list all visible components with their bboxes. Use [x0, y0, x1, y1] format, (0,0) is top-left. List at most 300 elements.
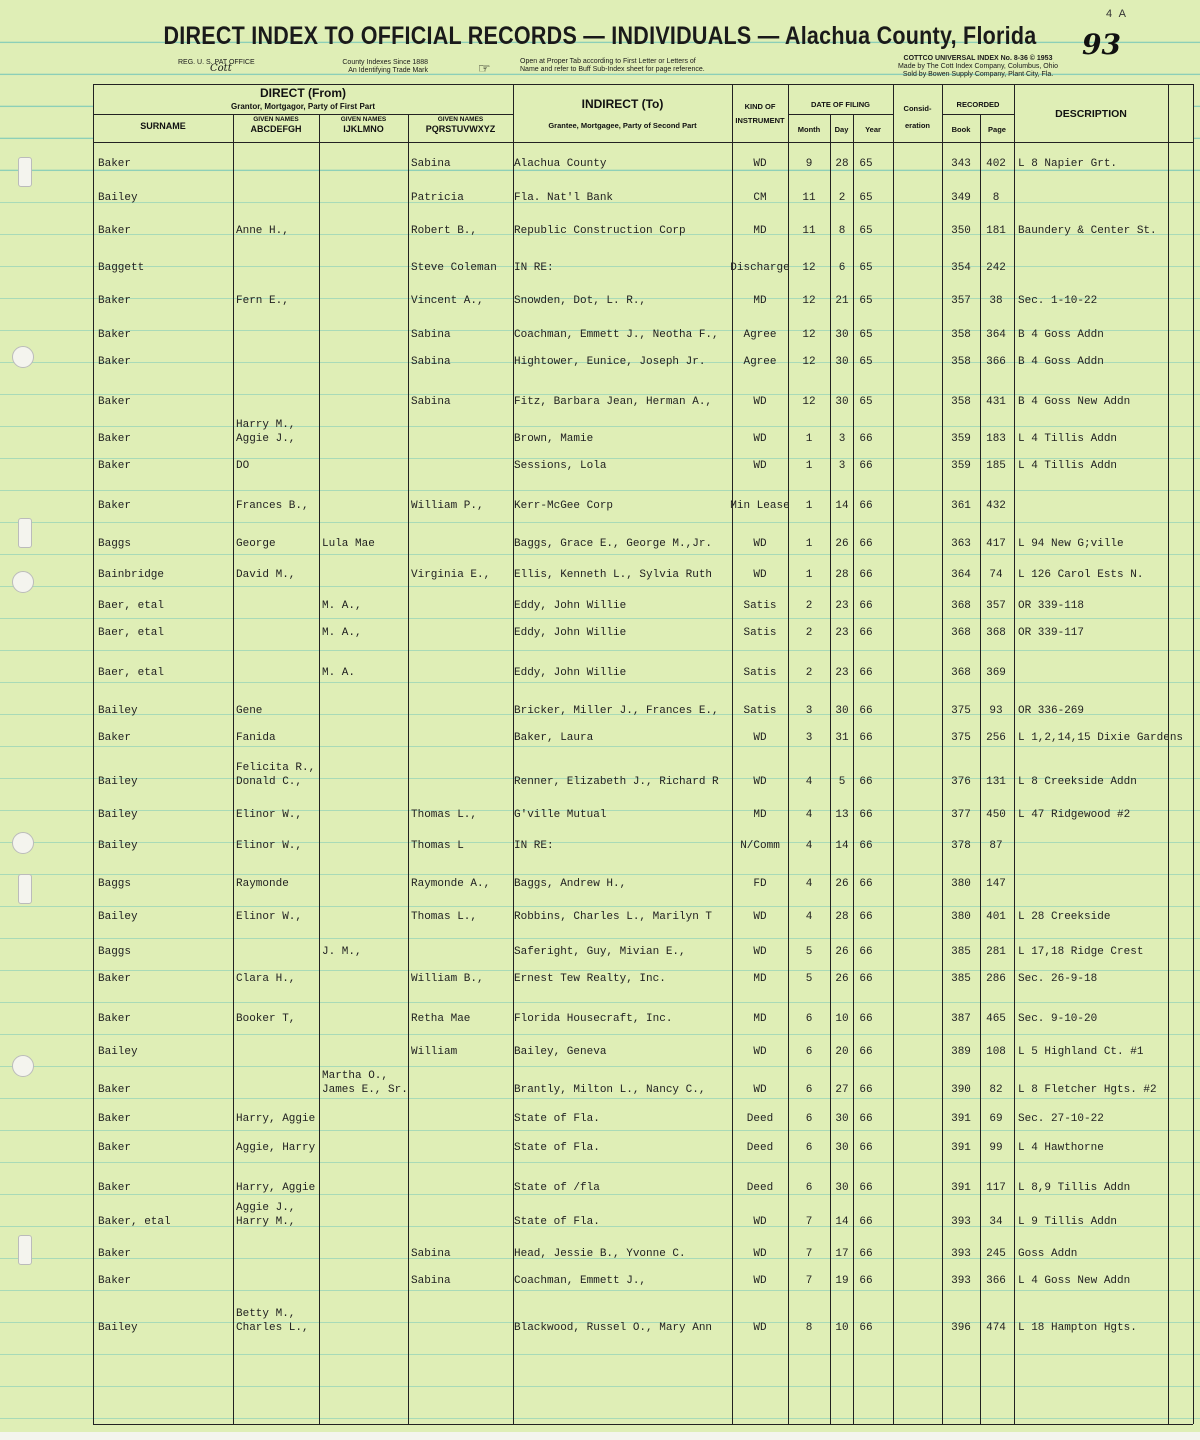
- day-cell: 27: [835, 1084, 849, 1096]
- surname-cell: Baker: [98, 295, 132, 307]
- month-heading: Month: [797, 125, 821, 134]
- given-name-pqrstuvwxyz-cell: Sabina: [411, 329, 451, 341]
- month-cell: 1: [805, 460, 813, 472]
- surname-cell: Baer, etal: [98, 600, 165, 612]
- book-cell: 364: [951, 569, 971, 581]
- day-cell: 10: [835, 1013, 849, 1025]
- instrument-kind-cell: WD: [753, 911, 767, 923]
- surname-cell: Baer, etal: [98, 667, 165, 679]
- surname-cell: Bailey: [98, 911, 138, 923]
- month-cell: 8: [805, 1322, 813, 1334]
- book-cell: 380: [951, 911, 971, 923]
- month-cell: 4: [805, 809, 813, 821]
- grantee-cell: State of /fla: [514, 1182, 600, 1194]
- page-cell: 181: [986, 225, 1006, 237]
- indirect-heading: INDIRECT (To): [581, 97, 664, 111]
- book-heading: Book: [951, 125, 971, 134]
- day-heading: Day: [834, 125, 849, 134]
- month-cell: 5: [805, 946, 813, 958]
- description-cell: L 1,2,14,15 Dixie Gardens: [1018, 732, 1184, 744]
- book-cell: 385: [951, 946, 971, 958]
- given-name-pqrstuvwxyz-cell: Thomas L.,: [411, 809, 478, 821]
- grantee-cell: Eddy, John Willie: [514, 627, 627, 639]
- page-cell: 474: [986, 1322, 1006, 1334]
- surname-cell: Baker: [98, 732, 132, 744]
- given-name-abcdefgh-cell: Clara H.,: [236, 973, 296, 985]
- given-pqrstuvwxyz: PQRSTUVWXYZ: [425, 124, 496, 134]
- grantee-cell: Baggs, Grace E., George M.,Jr.: [514, 538, 713, 550]
- page-cell: 431: [986, 396, 1006, 408]
- surname-cell: Baker: [98, 500, 132, 512]
- surname-cell: Bailey: [98, 192, 138, 204]
- year-cell: 66: [859, 433, 873, 445]
- given-name-abcdefgh-cell: Elinor W.,: [236, 911, 303, 923]
- page-cell: 38: [989, 295, 1003, 307]
- page-cell: 74: [989, 569, 1003, 581]
- surname-cell: Baggs: [98, 878, 132, 890]
- page-cell: 131: [986, 776, 1006, 788]
- surname-cell: Baggs: [98, 538, 132, 550]
- page-cell: 401: [986, 911, 1006, 923]
- given-name-pqrstuvwxyz-cell: Vincent A.,: [411, 295, 484, 307]
- page-cell: 417: [986, 538, 1006, 550]
- book-cell: 391: [951, 1182, 971, 1194]
- description-cell: OR 339-117: [1018, 627, 1085, 639]
- year-cell: 66: [859, 1013, 873, 1025]
- instrument-kind-cell: Deed: [746, 1142, 774, 1154]
- page-cell: 369: [986, 667, 1006, 679]
- given-name-pqrstuvwxyz-cell: Sabina: [411, 1248, 451, 1260]
- book-cell: 358: [951, 329, 971, 341]
- instrument-kind-cell: WD: [753, 538, 767, 550]
- surname-cell: Baker: [98, 1248, 132, 1260]
- grantee-cell: Fla. Nat'l Bank: [514, 192, 614, 204]
- grantee-cell: Alachua County: [514, 158, 607, 170]
- book-cell: 375: [951, 705, 971, 717]
- surname-cell: Bailey: [98, 705, 138, 717]
- page-cell: 402: [986, 158, 1006, 170]
- page-cell: 245: [986, 1248, 1006, 1260]
- given-name-pqrstuvwxyz-cell: Robert B.,: [411, 225, 478, 237]
- grantee-cell: Snowden, Dot, L. R.,: [514, 295, 647, 307]
- year-cell: 65: [859, 158, 873, 170]
- surname-cell: Bainbridge: [98, 569, 165, 581]
- year-cell: 66: [859, 705, 873, 717]
- given-names-label-2: GIVEN NAMES: [340, 116, 387, 123]
- surname-cell: Baggett: [98, 262, 145, 274]
- month-cell: 4: [805, 878, 813, 890]
- instrument-kind-cell: Agree: [743, 356, 777, 368]
- page-number: 93: [1082, 28, 1121, 61]
- maker-signature: Cott: [210, 63, 232, 74]
- instrument-kind-cell: WD: [753, 433, 767, 445]
- month-cell: 7: [805, 1248, 813, 1260]
- page-cell: 465: [986, 1013, 1006, 1025]
- description-cell: Sec. 27-10-22: [1018, 1113, 1104, 1125]
- description-cell: L 8,9 Tillis Addn: [1018, 1182, 1131, 1194]
- month-cell: 6: [805, 1013, 813, 1025]
- year-cell: 65: [859, 262, 873, 274]
- corner-mark: 4 A: [1106, 8, 1128, 20]
- month-cell: 3: [805, 705, 813, 717]
- grantee-cell: State of Fla.: [514, 1216, 600, 1228]
- given-names-label: GIVEN NAMES: [253, 116, 299, 123]
- day-cell: 26: [835, 946, 849, 958]
- description-cell: OR 336-269: [1018, 705, 1085, 717]
- surname-cell: Baker: [98, 973, 132, 985]
- page-cell: 183: [986, 433, 1006, 445]
- grantee-cell: Florida Housecraft, Inc.: [514, 1013, 673, 1025]
- description-cell: L 5 Highland Ct. #1: [1018, 1046, 1144, 1058]
- book-cell: 343: [951, 158, 971, 170]
- description-cell: B 4 Goss New Addn: [1018, 396, 1131, 408]
- month-cell: 9: [805, 158, 813, 170]
- month-cell: 2: [805, 600, 813, 612]
- page-cell: 281: [986, 946, 1006, 958]
- day-cell: 23: [835, 600, 849, 612]
- year-cell: 66: [859, 1322, 873, 1334]
- day-cell: 6: [838, 262, 846, 274]
- page-cell: 242: [986, 262, 1006, 274]
- description-cell: L 8 Fletcher Hgts. #2: [1018, 1084, 1157, 1096]
- month-cell: 2: [805, 667, 813, 679]
- grantee-cell: Eddy, John Willie: [514, 667, 627, 679]
- description-cell: L 4 Tillis Addn: [1018, 460, 1118, 472]
- book-cell: 368: [951, 627, 971, 639]
- surname-cell: Baker, etal: [98, 1216, 171, 1228]
- surname-cell: Baker: [98, 158, 132, 170]
- instrument-kind-cell: Satis: [743, 667, 777, 679]
- day-cell: 30: [835, 396, 849, 408]
- book-cell: 357: [951, 295, 971, 307]
- page-cell: 87: [989, 840, 1003, 852]
- direct-subheading: Grantor, Mortgagor, Party of First Part: [230, 102, 376, 111]
- surname-cell: Bailey: [98, 1046, 138, 1058]
- grantee-cell: Eddy, John Willie: [514, 600, 627, 612]
- year-cell: 66: [859, 1248, 873, 1260]
- surname-cell: Baker: [98, 225, 132, 237]
- description-heading: DESCRIPTION: [1055, 108, 1127, 120]
- instrument-kind-cell: WD: [753, 1322, 767, 1334]
- surname-cell: Baggs: [98, 946, 132, 958]
- day-cell: 5: [838, 776, 846, 788]
- year-cell: 66: [859, 911, 873, 923]
- tab-instructions: Open at Proper Tab according to First Letter or Letters of Name and refer to Buff Sub-Index sheet for page reference.: [520, 58, 705, 73]
- instrument-kind-cell: WD: [753, 732, 767, 744]
- given-name-pqrstuvwxyz-cell: William P.,: [411, 500, 484, 512]
- grantee-cell: Blackwood, Russel O., Mary Ann: [514, 1322, 713, 1334]
- description-cell: L 4 Tillis Addn: [1018, 433, 1118, 445]
- instrument-kind-cell: CM: [753, 192, 767, 204]
- year-cell: 66: [859, 1182, 873, 1194]
- description-cell: Goss Addn: [1018, 1248, 1078, 1260]
- description-cell: Sec. 1-10-22: [1018, 295, 1098, 307]
- month-cell: 6: [805, 1084, 813, 1096]
- given-name-abcdefgh-cell: Anne H.,: [236, 225, 289, 237]
- year-cell: 66: [859, 1142, 873, 1154]
- book-cell: 363: [951, 538, 971, 550]
- given-name-ijklmno-cell: Martha O., James E., Sr.: [322, 1070, 408, 1096]
- book-cell: 396: [951, 1322, 971, 1334]
- given-name-pqrstuvwxyz-cell: Steve Coleman: [411, 262, 497, 274]
- surname-cell: Baker: [98, 1142, 132, 1154]
- description-cell: L 17,18 Ridge Crest: [1018, 946, 1144, 958]
- instrument-kind-cell: Min Lease: [730, 500, 790, 512]
- kind-of-instrument-heading: KIND OF INSTRUMENT: [735, 102, 785, 125]
- instrument-kind-cell: WD: [753, 1046, 767, 1058]
- given-name-abcdefgh-cell: Booker T,: [236, 1013, 296, 1025]
- month-cell: 12: [802, 262, 816, 274]
- book-cell: 393: [951, 1275, 971, 1287]
- reg-label: REG. U. S. PAT OFFICE: [178, 59, 255, 66]
- year-cell: 66: [859, 946, 873, 958]
- month-cell: 1: [805, 433, 813, 445]
- day-cell: 26: [835, 878, 849, 890]
- surname-cell: Baker: [98, 1013, 132, 1025]
- year-cell: 66: [859, 840, 873, 852]
- book-cell: 393: [951, 1216, 971, 1228]
- given-name-pqrstuvwxyz-cell: Virginia E.,: [411, 569, 491, 581]
- direct-heading: DIRECT (From): [260, 86, 346, 100]
- day-cell: 30: [835, 1142, 849, 1154]
- year-cell: 66: [859, 627, 873, 639]
- binder-hole: [12, 1055, 34, 1077]
- given-name-abcdefgh-cell: Frances B.,: [236, 500, 309, 512]
- given-name-pqrstuvwxyz-cell: Sabina: [411, 158, 451, 170]
- given-name-ijklmno-cell: M. A.: [322, 667, 356, 679]
- grantee-cell: Bricker, Miller J., Frances E.,: [514, 705, 719, 717]
- description-cell: L 18 Hampton Hgts.: [1018, 1322, 1137, 1334]
- instrument-kind-cell: Discharge: [730, 262, 790, 274]
- surname-cell: Bailey: [98, 1322, 138, 1334]
- description-cell: L 94 New G;ville: [1018, 538, 1124, 550]
- given-ijklmno: IJKLMNO: [343, 124, 384, 134]
- month-cell: 6: [805, 1142, 813, 1154]
- day-cell: 31: [835, 732, 849, 744]
- day-cell: 21: [835, 295, 849, 307]
- day-cell: 28: [835, 569, 849, 581]
- given-name-abcdefgh-cell: DO: [236, 460, 250, 472]
- day-cell: 10: [835, 1322, 849, 1334]
- description-cell: OR 339-118: [1018, 600, 1085, 612]
- given-name-abcdefgh-cell: Gene: [236, 705, 263, 717]
- grantee-cell: Sessions, Lola: [514, 460, 607, 472]
- month-cell: 4: [805, 776, 813, 788]
- given-name-abcdefgh-cell: Fern E.,: [236, 295, 289, 307]
- surname-cell: Baker: [98, 460, 132, 472]
- consideration-heading: Consid- eration: [903, 104, 932, 130]
- year-cell: 66: [859, 732, 873, 744]
- instrument-kind-cell: WD: [753, 158, 767, 170]
- grantee-cell: Head, Jessie B., Yvonne C.: [514, 1248, 686, 1260]
- given-name-ijklmno-cell: J. M.,: [322, 946, 362, 958]
- page-cell: 117: [986, 1182, 1006, 1194]
- surname-cell: Baker: [98, 356, 132, 368]
- month-cell: 12: [802, 356, 816, 368]
- day-cell: 30: [835, 329, 849, 341]
- day-cell: 14: [835, 1216, 849, 1228]
- given-names-label-3: GIVEN NAMES: [437, 116, 484, 123]
- given-name-pqrstuvwxyz-cell: William: [411, 1046, 458, 1058]
- given-name-pqrstuvwxyz-cell: Raymonde A.,: [411, 878, 491, 890]
- instrument-kind-cell: N/Comm: [740, 840, 780, 852]
- instrument-kind-cell: Satis: [743, 600, 777, 612]
- given-name-pqrstuvwxyz-cell: Sabina: [411, 356, 451, 368]
- instrument-kind-cell: MD: [753, 1013, 767, 1025]
- month-cell: 6: [805, 1113, 813, 1125]
- recorded-heading: RECORDED: [956, 100, 1000, 109]
- book-cell: 359: [951, 433, 971, 445]
- day-cell: 3: [838, 460, 846, 472]
- month-cell: 4: [805, 911, 813, 923]
- given-name-pqrstuvwxyz-cell: William B.,: [411, 973, 484, 985]
- book-cell: 380: [951, 878, 971, 890]
- surname-cell: Bailey: [98, 840, 138, 852]
- page-cell: 8: [992, 192, 1000, 204]
- given-name-pqrstuvwxyz-cell: Thomas L: [411, 840, 464, 852]
- given-name-abcdefgh-cell: Elinor W.,: [236, 840, 303, 852]
- book-cell: 376: [951, 776, 971, 788]
- month-cell: 3: [805, 732, 813, 744]
- binder-hole: [12, 571, 34, 593]
- grantee-cell: Saferight, Guy, Mivian E.,: [514, 946, 686, 958]
- page-cell: 368: [986, 627, 1006, 639]
- year-cell: 65: [859, 329, 873, 341]
- instrument-kind-cell: Satis: [743, 705, 777, 717]
- instrument-kind-cell: MD: [753, 973, 767, 985]
- given-name-abcdefgh-cell: Betty M., Charles L.,: [236, 1308, 309, 1334]
- day-cell: 30: [835, 1182, 849, 1194]
- year-cell: 66: [859, 878, 873, 890]
- book-cell: 349: [951, 192, 971, 204]
- grantee-cell: State of Fla.: [514, 1142, 600, 1154]
- day-cell: 28: [835, 158, 849, 170]
- page-cell: 82: [989, 1084, 1003, 1096]
- grantee-cell: Coachman, Emmett J., Neotha F.,: [514, 329, 719, 341]
- grantee-cell: Ernest Tew Realty, Inc.: [514, 973, 666, 985]
- surname-heading: SURNAME: [140, 121, 186, 131]
- given-name-abcdefgh-cell: Harry M., Aggie J.,: [236, 419, 296, 445]
- year-cell: 66: [859, 500, 873, 512]
- book-cell: 377: [951, 809, 971, 821]
- page-cell: 450: [986, 809, 1006, 821]
- day-cell: 23: [835, 627, 849, 639]
- instrument-kind-cell: FD: [753, 878, 767, 890]
- book-cell: 387: [951, 1013, 971, 1025]
- instrument-kind-cell: WD: [753, 946, 767, 958]
- book-cell: 358: [951, 396, 971, 408]
- binder-slot: [18, 874, 32, 904]
- instrument-kind-cell: Deed: [746, 1182, 774, 1194]
- instrument-kind-cell: Satis: [743, 627, 777, 639]
- book-cell: 361: [951, 500, 971, 512]
- book-cell: 350: [951, 225, 971, 237]
- month-cell: 2: [805, 627, 813, 639]
- year-cell: 66: [859, 973, 873, 985]
- pointing-hand-icon: ☞: [478, 60, 491, 76]
- surname-cell: Baer, etal: [98, 627, 165, 639]
- given-name-abcdefgh-cell: Raymonde: [236, 878, 289, 890]
- given-name-pqrstuvwxyz-cell: Sabina: [411, 1275, 451, 1287]
- month-cell: 11: [802, 192, 816, 204]
- day-cell: 26: [835, 538, 849, 550]
- grantee-cell: Brown, Mamie: [514, 433, 594, 445]
- date-of-filing-heading: DATE OF FILING: [810, 100, 871, 109]
- binder-slot: [18, 157, 32, 187]
- book-cell: 378: [951, 840, 971, 852]
- book-cell: 393: [951, 1248, 971, 1260]
- year-cell: 66: [859, 1275, 873, 1287]
- page-heading: Page: [988, 125, 1006, 134]
- day-cell: 23: [835, 667, 849, 679]
- given-name-abcdefgh-cell: Aggie J., Harry M.,: [236, 1202, 296, 1228]
- day-cell: 19: [835, 1275, 849, 1287]
- grantee-cell: Ellis, Kenneth L., Sylvia Ruth: [514, 569, 713, 581]
- year-cell: 66: [859, 538, 873, 550]
- given-name-abcdefgh-cell: Felicita R., Donald C.,: [236, 762, 316, 788]
- given-name-pqrstuvwxyz-cell: Patricia: [411, 192, 464, 204]
- grantee-cell: Hightower, Eunice, Joseph Jr.: [514, 356, 706, 368]
- book-cell: 391: [951, 1113, 971, 1125]
- year-cell: 65: [859, 396, 873, 408]
- year-cell: 66: [859, 1113, 873, 1125]
- day-cell: 2: [838, 192, 846, 204]
- year-cell: 66: [859, 1046, 873, 1058]
- grantee-cell: Bailey, Geneva: [514, 1046, 607, 1058]
- book-cell: 358: [951, 356, 971, 368]
- year-heading: Year: [865, 125, 881, 134]
- instrument-kind-cell: Deed: [746, 1113, 774, 1125]
- instrument-kind-cell: WD: [753, 460, 767, 472]
- description-cell: L 28 Creekside: [1018, 911, 1111, 923]
- given-name-abcdefgh-cell: Elinor W.,: [236, 809, 303, 821]
- description-cell: L 8 Creekside Addn: [1018, 776, 1137, 788]
- instrument-kind-cell: MD: [753, 809, 767, 821]
- surname-cell: Baker: [98, 1084, 132, 1096]
- description-cell: L 8 Napier Grt.: [1018, 158, 1118, 170]
- year-cell: 66: [859, 600, 873, 612]
- page-cell: 34: [989, 1216, 1003, 1228]
- given-name-ijklmno-cell: M. A.,: [322, 627, 362, 639]
- year-cell: 65: [859, 192, 873, 204]
- day-cell: 17: [835, 1248, 849, 1260]
- county-indexes-note: County Indexes Since 1888 An Identifying Trade Mark: [342, 59, 428, 74]
- grantee-cell: Robbins, Charles L., Marilyn T: [514, 911, 713, 923]
- given-name-abcdefgh-cell: Harry, Aggie: [236, 1113, 316, 1125]
- book-cell: 359: [951, 460, 971, 472]
- surname-cell: Bailey: [98, 809, 138, 821]
- surname-cell: Baker: [98, 396, 132, 408]
- month-cell: 5: [805, 973, 813, 985]
- description-cell: L 126 Carol Ests N.: [1018, 569, 1144, 581]
- surname-cell: Baker: [98, 329, 132, 341]
- instrument-kind-cell: WD: [753, 396, 767, 408]
- page-cell: 286: [986, 973, 1006, 985]
- book-cell: 385: [951, 973, 971, 985]
- instrument-kind-cell: WD: [753, 776, 767, 788]
- year-cell: 66: [859, 569, 873, 581]
- instrument-kind-cell: MD: [753, 225, 767, 237]
- page-cell: 69: [989, 1113, 1003, 1125]
- surname-cell: Bailey: [98, 776, 138, 788]
- grantee-cell: State of Fla.: [514, 1113, 600, 1125]
- surname-cell: Baker: [98, 1113, 132, 1125]
- month-cell: 7: [805, 1216, 813, 1228]
- description-cell: Baundery & Center St.: [1018, 225, 1157, 237]
- month-cell: 6: [805, 1182, 813, 1194]
- page-cell: 99: [989, 1142, 1003, 1154]
- description-cell: L 9 Tillis Addn: [1018, 1216, 1118, 1228]
